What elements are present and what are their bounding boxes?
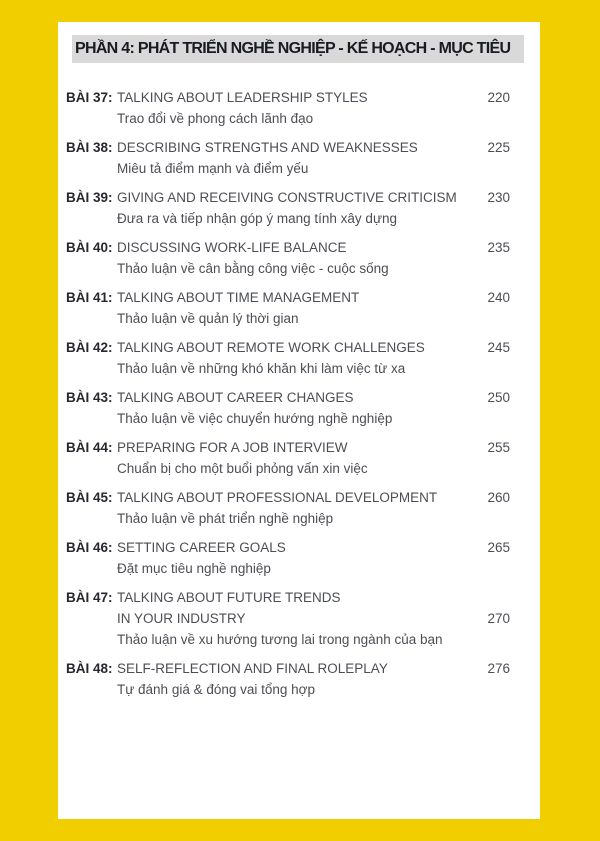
lesson-title-en: TALKING ABOUT PROFESSIONAL DEVELOPMENT: [117, 490, 438, 505]
toc-entry-subtitle-line: [66, 629, 510, 650]
toc-entry-subtitle-line: [66, 358, 510, 379]
lesson-page-number: 255: [487, 440, 510, 455]
lesson-subtitle-vi: Thảo luận về cân bằng công việc - cuộc sống: [117, 261, 389, 276]
toc-entry-title-line: [66, 337, 510, 358]
lesson-number-label: BÀI 37:: [66, 90, 113, 105]
toc-entry: [66, 337, 510, 379]
lesson-page-number: 270: [487, 611, 510, 626]
lesson-subtitle-vi: Đưa ra và tiếp nhận góp ý mang tính xây dựng: [117, 211, 397, 226]
lesson-title-en: SETTING CAREER GOALS: [117, 540, 286, 555]
lesson-page-number: 265: [487, 540, 510, 555]
toc-entry: [66, 487, 510, 529]
lesson-title-en: TALKING ABOUT TIME MANAGEMENT: [117, 290, 360, 305]
lesson-number-label: BÀI 46:: [66, 540, 113, 555]
lesson-subtitle-vi: Thảo luận về phát triển nghề nghiệp: [117, 511, 334, 526]
lesson-number-label: BÀI 47:: [66, 590, 113, 605]
toc-entry-subtitle-line: [66, 158, 510, 179]
lesson-number-label: BÀI 38:: [66, 140, 113, 155]
lesson-page-number: 240: [487, 290, 510, 305]
lesson-title-en: TALKING ABOUT CAREER CHANGES: [117, 390, 354, 405]
toc-entry-subtitle-line: [66, 408, 510, 429]
toc-entry-title-line: [66, 387, 510, 408]
section-header-label: PHẦN 4: PHÁT TRIỂN NGHỀ NGHIỆP - KẾ HOẠCH - MỤC TIÊU: [75, 40, 511, 57]
toc-entry-title-line: [66, 537, 510, 558]
lesson-title-en: PREPARING FOR A JOB INTERVIEW: [117, 440, 348, 455]
lesson-subtitle-vi: Thảo luận về quản lý thời gian: [117, 311, 299, 326]
toc-entry-title-line: [66, 187, 510, 208]
lesson-subtitle-vi: Thảo luận về những khó khăn khi làm việc từ xa: [117, 361, 406, 376]
toc-list: [66, 87, 510, 700]
lesson-page-number: 250: [487, 390, 510, 405]
toc-entry: [66, 237, 510, 279]
toc-entry-subtitle-line: [66, 508, 510, 529]
lesson-title-en: DISCUSSING WORK-LIFE BALANCE: [117, 240, 347, 255]
toc-entry-title-line: [66, 287, 510, 308]
toc-entry: [66, 537, 510, 579]
toc-entry-title-line: [66, 87, 510, 108]
toc-entry-title-line: [66, 237, 510, 258]
toc-entry: [66, 587, 510, 650]
lesson-page-number: 260: [487, 490, 510, 505]
lesson-subtitle-vi: Đặt mục tiêu nghề nghiệp: [117, 561, 271, 576]
lesson-page-number: 276: [487, 661, 510, 676]
toc-entry-subtitle-line: [66, 558, 510, 579]
toc-entry: [66, 437, 510, 479]
lesson-number-label: BÀI 45:: [66, 490, 113, 505]
toc-entry-subtitle-line: [66, 458, 510, 479]
lesson-subtitle-vi: Trao đổi về phong cách lãnh đạo: [117, 111, 314, 126]
lesson-page-number: 235: [487, 240, 510, 255]
lesson-number-label: BÀI 39:: [66, 190, 113, 205]
toc-entry-subtitle-line: [66, 108, 510, 129]
lesson-title-en: SELF-REFLECTION AND FINAL ROLEPLAY: [117, 661, 388, 676]
lesson-title-en: DESCRIBING STRENGTHS AND WEAKNESSES: [117, 140, 418, 155]
toc-entry: [66, 287, 510, 329]
lesson-title-en-line2: IN YOUR INDUSTRY: [117, 611, 246, 626]
toc-entry-title-line: [66, 137, 510, 158]
lesson-number-label: BÀI 43:: [66, 390, 113, 405]
lesson-subtitle-vi: Thảo luận về việc chuyển hướng nghề nghiệp: [117, 411, 393, 426]
lesson-title-en: TALKING ABOUT LEADERSHIP STYLES: [117, 90, 368, 105]
toc-entry: [66, 387, 510, 429]
toc-entry-title-line: [66, 587, 510, 608]
lesson-page-number: 220: [487, 90, 510, 105]
toc-entry-title-line: [66, 487, 510, 508]
lesson-number-label: BÀI 42:: [66, 340, 113, 355]
toc-entry-title-line: [66, 437, 510, 458]
lesson-page-number: 225: [487, 140, 510, 155]
toc-entry: [66, 187, 510, 229]
lesson-page-number: 230: [487, 190, 510, 205]
lesson-number-label: BÀI 41:: [66, 290, 113, 305]
toc-entry-title-line: [66, 658, 510, 679]
toc-entry: [66, 658, 510, 700]
lesson-title-en: TALKING ABOUT REMOTE WORK CHALLENGES: [117, 340, 425, 355]
toc-entry-subtitle-line: [66, 258, 510, 279]
lesson-subtitle-vi: Chuẩn bị cho một buổi phỏng vấn xin việc: [117, 461, 368, 476]
section-header: [72, 35, 524, 63]
lesson-number-label: BÀI 48:: [66, 661, 113, 676]
lesson-title-en: GIVING AND RECEIVING CONSTRUCTIVE CRITICISM: [117, 190, 457, 205]
lesson-page-number: 245: [487, 340, 510, 355]
toc-entry: [66, 87, 510, 129]
toc-entry-subtitle-line: [66, 679, 510, 700]
toc-entry-subtitle-line: [66, 308, 510, 329]
lesson-title-en: TALKING ABOUT FUTURE TRENDS: [117, 590, 341, 605]
toc-page: [58, 22, 540, 819]
lesson-subtitle-vi: Tự đánh giá & đóng vai tổng hợp: [117, 682, 316, 697]
lesson-number-label: BÀI 44:: [66, 440, 113, 455]
lesson-subtitle-vi: Thảo luận về xu hướng tương lai trong ngành của bạn: [117, 632, 443, 647]
toc-entry-title-line2: [66, 608, 510, 629]
toc-entry: [66, 137, 510, 179]
lesson-subtitle-vi: Miêu tả điểm mạnh và điểm yếu: [117, 161, 309, 176]
toc-entry-subtitle-line: [66, 208, 510, 229]
lesson-number-label: BÀI 40:: [66, 240, 113, 255]
